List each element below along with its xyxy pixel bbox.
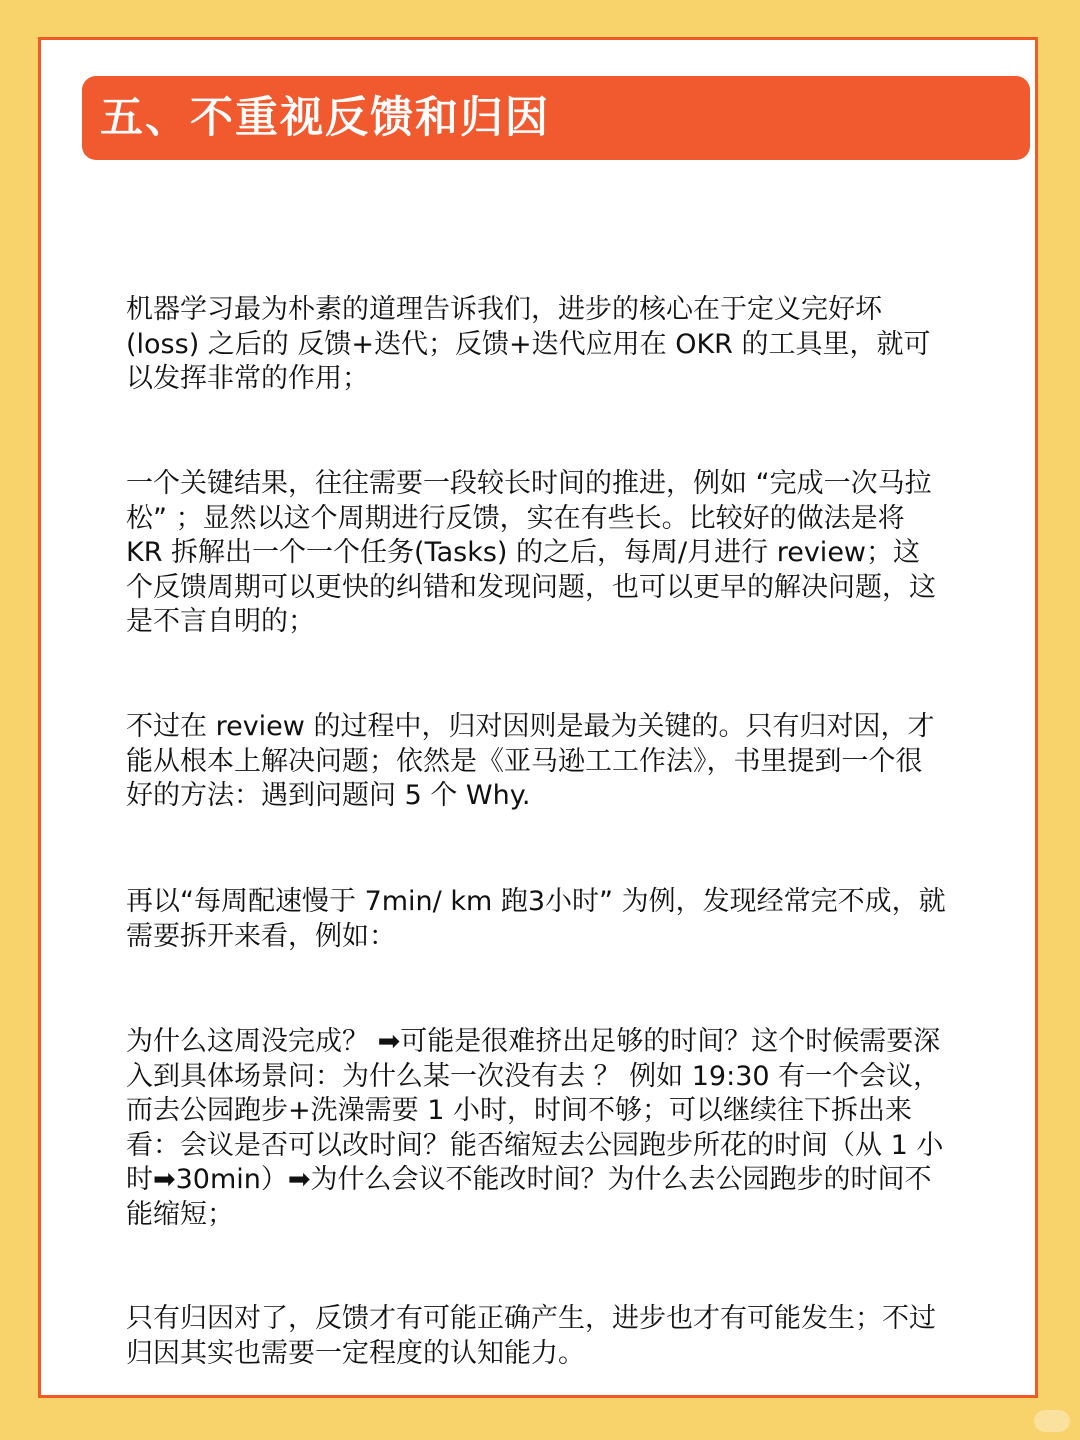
section-title-banner: [82, 76, 1030, 160]
watermark-mark: [1034, 1410, 1070, 1432]
section-title: 五、不重视反馈和归因: [100, 93, 550, 143]
paragraph-example-intro: 再以“每周配速慢于 7min/ km 跑3小时” 为例，发现经常完不成，就需要拆开来看，例如：: [126, 886, 946, 952]
paragraph-root-cause: 不过在 review 的过程中，归对因则是最为关键的。只有归对因，才能从根本上解决问题；依然是《亚马逊工工作法》，书里提到一个很好的方法：遇到问题问 5 个 Why.: [126, 711, 935, 811]
paragraph-five-whys-example: 为什么这周没完成？ ➡可能是很难挤出足够的时间？这个时候需要深入到具体场景问：为什么某一次没有去 ？ 例如 19:30 有一个会议，而去公园跑步+洗澡需要 1 小时，时间不够；可以继续往下拆出来看：会议是否可以改时间？能否缩短去公园跑步所花的时间（从 1 小时➡30min）➡为什么会议不能改时间？为什么去公园跑步的时间不能缩短；: [126, 1026, 944, 1230]
paragraph-conclusion: 只有归因对了，反馈才有可能正确产生，进步也才有可能发生；不过归因其实也需要一定程度的认知能力。: [126, 1303, 936, 1369]
paragraph-loss-feedback: 机器学习最为朴素的道理告诉我们，进步的核心在于定义完好坏(loss) 之后的 反馈+迭代；反馈+迭代应用在 OKR 的工具里，就可以发挥非常的作用；: [126, 294, 931, 394]
paragraph-review-cycle: 一个关键结果，往往需要一段较长时间的推进，例如 “完成一次马拉松” ；显然以这个周期进行反馈，实在有些长。比较好的做法是将 KR 拆解出一个一个任务(Tasks) 的之后，每周/月进行 review；这个反馈周期可以更快的纠错和发现问题，也可以更早的解决问题，这是不言自明的；: [126, 468, 936, 637]
